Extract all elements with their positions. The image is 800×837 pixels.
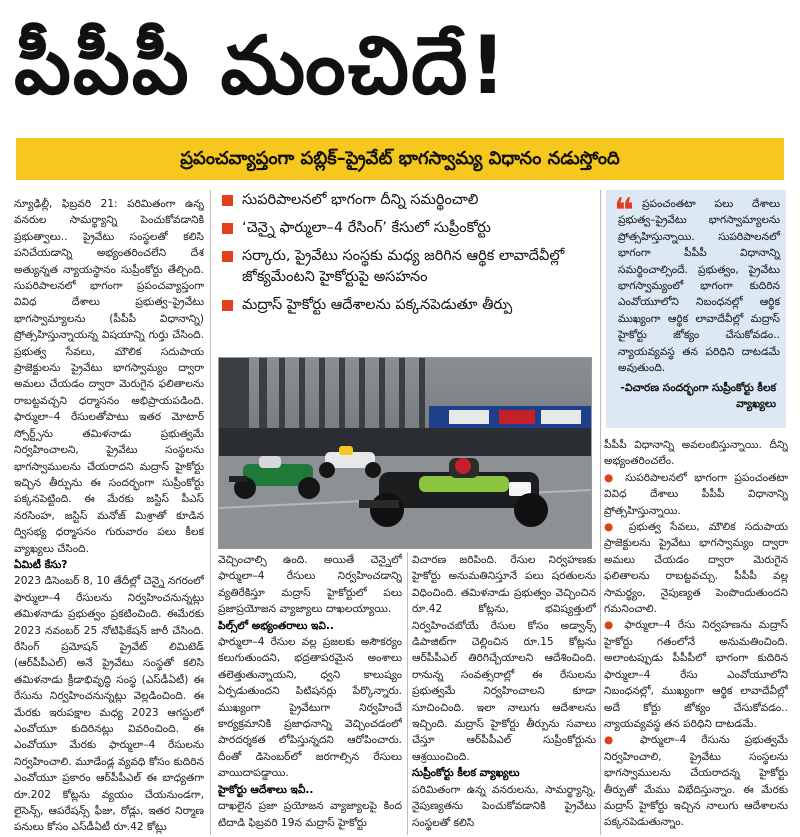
quote-mark-icon: ❝	[614, 191, 634, 231]
bullet-icon: ●	[604, 619, 625, 632]
highlights-list	[220, 190, 600, 352]
race-cars-image	[219, 358, 591, 548]
article-column-4	[604, 437, 788, 837]
headline: పీపీపీ మంచిదే!	[14, 19, 508, 112]
subheading: హైకోర్టు ఆదేశాలు ఇవీ..	[218, 783, 314, 796]
highlight-item	[220, 190, 600, 211]
subheading: సుప్రీంకోర్టు కీలక వ్యాఖ్యలు	[412, 767, 520, 780]
paragraph: ఫార్ములా–4 రేసుల వల్ల ప్రజలకు అసౌకర్యం కలుగుతుందని, భద్రతాపరమైన అంశాలు తలెత్తుతున్నాయని, ధ్వని కాలుష్యం ఏర్పడుతుందని పిటిషనర్లు పేర్కొన్నారు. ముఖ్యంగా ప్రైవేటుగా నిర్వహించే కార్యక్రమానికి ప్రజాధనాన్ని వెచ్చించడంలో పారదర్శకత లోపిస్తున్నదని ఆరోపించారు. దీంతో డిసెంబర్‌లో జరగాల్సిన రేసులు వాయిదాపడ్డాయి.	[218, 636, 402, 780]
paragraph: దాఖలైన ప్రజా ప్రయోజన వ్యాజ్యాలపై కింద టిదాడి ఫిబ్రవరి 19న మద్రాస్‌ హైకోర్టు	[218, 800, 402, 829]
paragraph: న్యూఢిల్లీ, ఫిబ్రవరి 21: పరిమితంగా ఉన్న వనరుల సామర్థ్యాన్ని పెంచుకోవడానికి ప్రభుత్వాలు.. ప్రైవేటు సంస్థలతో కలిసి పనిచేయడాన్ని అభ్యంతరించలేని దేశ అత్యున్నత న్యాయస్థానం సుప్రీంకోర్టు తేల్చింది. సుపరిపాలనలో భాగంగా ప్రపంచవ్యాప్తంగా వివిధ దేశాలు ప్రభుత్వ–ప్రైవేటు భాగస్వామ్యాలను (పీపీపీ విధానాన్ని) ప్రోత్సహిస్తున్నాయన్న విషయాన్ని గుర్తు చేసింది. ప్రభుత్వ సేవలు, మౌలిక సదుపాయ ప్రాజెక్టులను ప్రైవేటు భాగస్వామ్యం ద్వారా అమలు చేయడం ద్వారా మెరుగైన ఫలితాలను రాబట్టవచ్చని ధర్మాసనం అభిప్రాయపడింది. ఫార్ములా–4 రేసులతోపాటు ఇతర మోటార్‌ స్పోర్ట్స్‌ను తమిళనాడు ప్రభుత్వమే నిర్వహించాలని, ప్రైవేటు సంస్థలను భాగస్వాములను చేయరాదని మద్రాస్‌ హైకోర్టు ఇచ్చిన తీర్పును ఈ సందర్భంగా సుప్రీంకోర్టు పక్కనపెట్టింది. ఈ మేరకు జస్టిస్‌ పీఎస్‌ నరసింహ, జస్టిస్‌ మనోజ్‌ మిశ్రాతో కూడిన ద్విసభ్య ధర్మాసనం గురువారం పలు కీలక వ్యాఖ్యలు చేసింది.	[14, 198, 204, 555]
highlight-item	[220, 218, 600, 239]
article-column-3	[412, 552, 596, 837]
quote-text: ప్రపంచంతటా పలు దేశాలు ప్రభుత్వ–ప్రైవేటు భాగస్వామ్యాలను ప్రోత్సహిస్తున్నాయి. సుపరిపాలనలో భాగంగా పీపీపీ విధానాన్ని సమర్థించాల్సిందే. ప్రభుత్వం, ప్రైవేటు భాగస్వామ్యంలో భాగంగా కుదిరిన ఎంవోయూలోని నిబంధనల్లో ఆర్థిక ముఖ్యంగా ఆర్థిక లావాదేవీల్లో మద్రాస్‌ హైకోర్టు జోక్యం చేసుకోవడం.. న్యాయవ్యవస్థ తన పరిధిని దాటడమే అవుతుంది.	[618, 198, 780, 375]
column-divider	[407, 552, 408, 835]
highlight-text: సర్కారు, ప్రైవేటు సంస్థకు మధ్య జరిగిన ఆర్థిక లావాదేవీల్లో జోక్యమేంటని హైకోర్టుపై అసహనం	[242, 248, 565, 285]
bullet-square-icon	[222, 223, 233, 234]
article-column-1	[14, 196, 204, 836]
list-item: ● ఫార్ములా–4 రేసు నిర్వహణను మద్రాస్‌ హైకోర్టు గతంలోనే అనుమతించింది. అలాంటప్పుడు పీపీపీలో భాగంగా కుదిరిన ఫార్ములా–4 రేసు ఎంవోయూలోని నిబంధనల్లో, ముఖ్యంగా ఆర్థిక లావాదేవీల్లో అదే కోర్టు జోక్యం చేసుకోవడం.. న్యాయవ్యవస్థ తన పరిధిని దాటడమే.	[604, 619, 788, 730]
column-divider	[600, 190, 601, 835]
bullet-square-icon	[222, 251, 233, 262]
paragraph: విచారణ జరిపింది. రేసుల నిర్వహణకు హైకోర్టు అనుమతినిస్తూనే పలు షరతులను విధించింది. తమిళనాడు ప్రభుత్వం వెచ్చించిన రూ.42 కోట్లను, భవిష్యత్తులో నిర్వహించబోయే రేసుల కోసం అడ్వాన్స్‌ డిపాజిట్‌గా చెల్లించిన రూ.15 కోట్లను ఆర్‌పీపీఎల్‌ తిరిగిచ్చేయాలని ఆదేశించింది. రానున్న సంవత్సరాల్లో ఈ రేసులను ప్రభుత్వమే నిర్వహించాలని కూడా సూచించింది. ఇలా నాలుగు ఆదేశాలను ఇచ్చింది. మద్రాస్‌ హైకోర్టు తీర్పును సవాలు చేస్తూ ఆర్‌పీపీఎల్‌ సుప్రీంకోర్టును ఆశ్రయించింది.	[412, 554, 596, 763]
subheading: ఏమిటీ కేసు?	[14, 558, 68, 571]
highlight-item	[220, 295, 600, 316]
bullet-square-icon	[222, 195, 233, 206]
race-photo	[218, 357, 592, 549]
pull-quote-box	[606, 190, 786, 428]
subheading: పిల్స్‌లో అభ్యంతరాలు ఇవి..	[218, 619, 334, 632]
list-item: ● ఫార్ములా–4 రేసును ప్రభుత్వమే నిర్వహించాలి, ప్రైవేటు సంస్థలను భాగస్వాములను చేయరాదన్న హైకోర్టు తీర్పుతో మేము విభేదిస్తున్నాం. ఈ మేరకు మద్రాస్‌ హైకోర్టు ఇచ్చిన నాలుగు ఆదేశాలను పక్కనపెడుతున్నాం.	[604, 734, 788, 829]
highlight-text: మద్రాస్‌ హైకోర్టు ఆదేశాలను పక్కనపెడుతూ తీర్పు	[242, 297, 513, 313]
paragraph: పీపీపీ విధానాన్ని అవలంబిస్తున్నాయి. దీన్ని అభ్యంతరించలేం.	[604, 439, 788, 468]
list-item: ● ప్రభుత్వ సేవలు, మౌలిక సదుపాయ ప్రాజెక్టులను ప్రైవేటు భాగస్వామ్యం ద్వారా అమలు చేయడం ద్వారా మెరుగైన ఫలితాలను రాబట్టవచ్చు. పీపీపీ వల్ల సామర్థ్యం, నైపుణ్యత పెంపొందుతుందని గమనించాలి.	[604, 521, 788, 616]
bullet-square-icon	[222, 300, 233, 311]
bullet-icon: ●	[604, 471, 626, 484]
list-item: ● సుపరిపాలనలో భాగంగా ప్రపంచంతటా వివిధ దేశాలు పీపీపీ విధానాన్ని ప్రోత్సహిస్తున్నాయి.	[604, 471, 788, 517]
quote-attribution: -విచారణ సందర్భంగా సుప్రీంకోర్టు కీలక వ్యాఖ్యలు	[620, 382, 776, 411]
column-divider	[210, 190, 211, 835]
bullet-icon: ●	[604, 734, 640, 747]
paragraph: వెచ్చించాల్సి ఉంది. అయితే చెన్నైలో ఫార్ములా–4 రేసులు నిర్వహించడాన్ని వ్యతిరేకిస్తూ మద్రాస్‌ హైకోర్టులో పలు ప్రజాప్రయోజన వ్యాజ్యాలు దాఖలయ్యాయి.	[218, 554, 402, 616]
highlight-text: సుపరిపాలనలో భాగంగా దీన్ని సమర్థించాలి	[242, 192, 479, 208]
highlight-item	[220, 246, 600, 288]
deck-banner: ప్రపంచవ్యాప్తంగా పబ్లిక్‌–ప్రైవేట్‌ భాగస్వామ్య విధానం నడుస్తోంది	[16, 138, 784, 180]
paragraph: 2023 డిసెంబర్‌ 8, 10 తేదీల్లో చెన్నై నగరంలో ఫార్ములా–4 రేసులను నిర్వహించనున్నట్లు తమిళనాడు ప్రభుత్వం ప్రకటించింది. ఈమేరకు 2023 నవంబర్‌ 25 నోటిఫికేషన్‌ జారీ చేసింది. రేసింగ్‌ ప్రమోషన్‌ ప్రైవేట్‌ లిమిటెడ్‌ (ఆర్‌పీపీఎల్‌) అనే ప్రైవేటు సంస్థతో కలిసి తమిళనాడు క్రీడాభివృద్ధి సంస్థ (ఎస్‌డీఏటీ) ఈ రేసును నిర్వహించనున్నట్లు వెల్లడించింది. ఈ మేరకు ఇరుపక్షాల మధ్య 2023 ఆగస్టులో ఎంవోయూ కుదిరినట్లు వివరించింది. ఈ ఎంవోయూ మేరకు ఫార్ములా–4 రేసులను నిర్వహించాలి. మూడేండ్ల వ్యవధి కోసం కుదిరిన ఎంవోయూ ప్రకారం ఆర్‌పీపీఎల్‌ ఈ బాధ్యతగా రూ.202 కోట్లను వ్యయం చేయనుండగా, లైసెన్స్‌, ఆపరేషన్స్‌ ఫీజు, రోడ్లు, ఇతర నిర్మాణ పనులు కోసం ఎస్‌డీఏటీ రూ.42 కోట్లు	[14, 575, 204, 834]
bullet-icon: ●	[604, 521, 629, 534]
article-column-2	[218, 552, 402, 837]
highlight-text: ‘చెన్నై ఫార్ములా–4 రేసింగ్‌’ కేసులో సుప్రీంకోర్టు	[242, 220, 491, 236]
paragraph: పరిమితంగా ఉన్న వనరులను, సామర్థ్యాన్ని, నైపుణ్యతను పెంచుకోవడానికి ప్రైవేటు సంస్థలతో కలిసి	[412, 783, 596, 829]
